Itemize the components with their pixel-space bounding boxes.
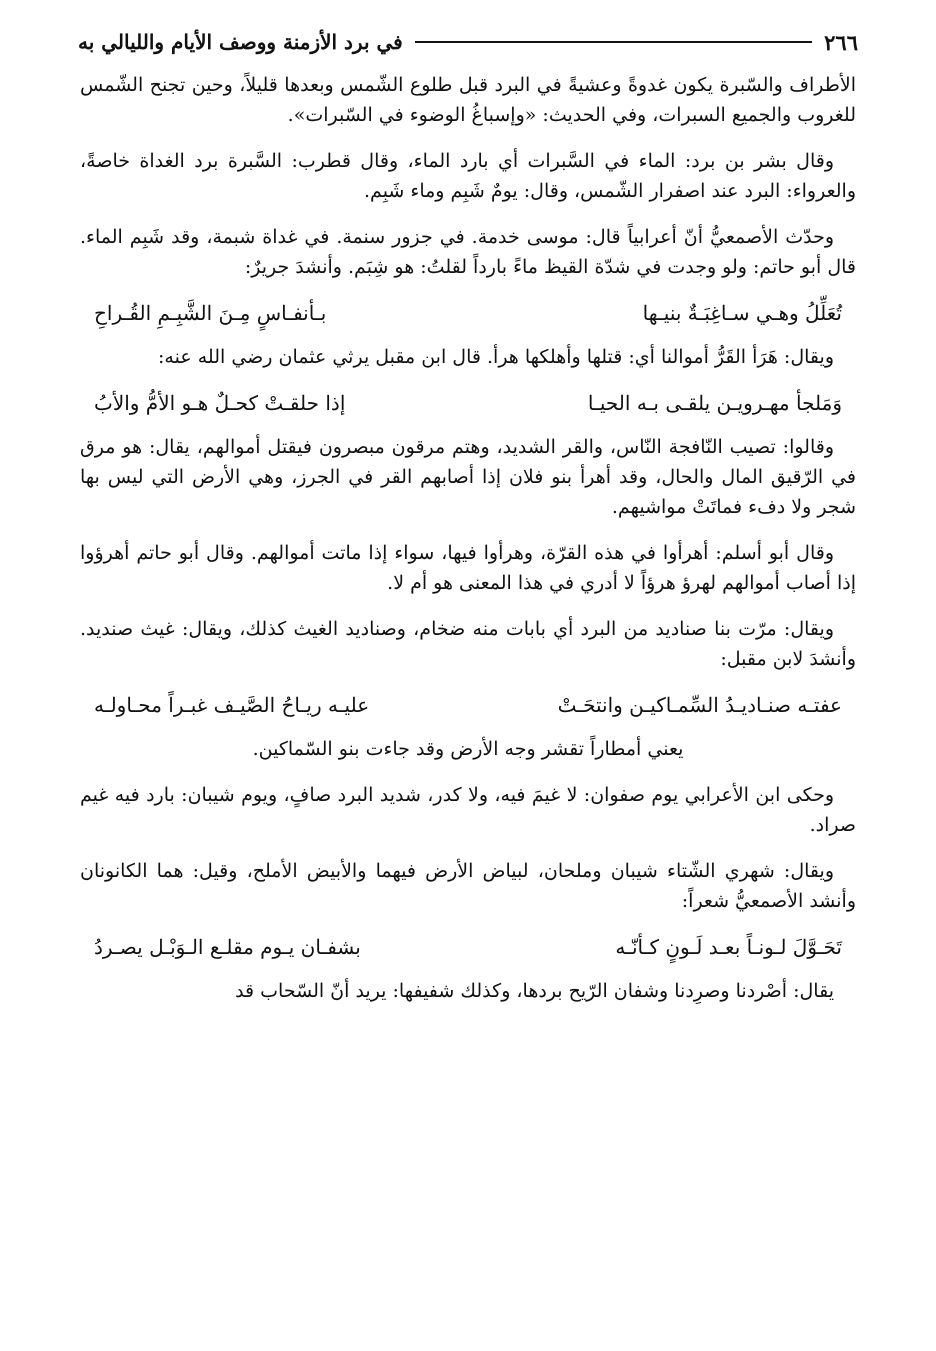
paragraph: وقال بشر بن برد: الماء في السَّبرات أي بارد الماء، وقال قطرب: السَّبرة برد الغداة خاصةً، والعرواء: البرد عند اصفرار الشّمس، وقال: يومٌ شَبِم وماء شَبِم. xyxy=(80,150,856,202)
centered-line: يعني أمطاراً تقشر وجه الأرض وقد جاءت بنو السّماكين. xyxy=(252,738,684,760)
paragraph: ويقال: هَرَأ القَرُّ أموالنا أي: قتلها وأهلكها هرأ. قال ابن مقبل يرثي عثمان رضي الله عنه: xyxy=(158,346,834,368)
paragraph: يقال: أصْردنا وصرِدنا وشفان الرّيح بردها، وكذلك شفيفها: يريد أنّ السّحاب قد xyxy=(235,980,834,1002)
verse-first-hemistich: تَحَـوَّلَ لـونـاً بعـد لَـونٍ كـأنّـه xyxy=(615,935,842,959)
verse-first-hemistich: عفتـه صنـاديـدُ السِّمـاكيـن وانتحَـتْ xyxy=(557,693,842,717)
verse-second-hemistich: عليـه ريـاحُ الصَّيـف غبـراً محـاولـه xyxy=(94,693,370,717)
verse-second-hemistich: بشفـان يـوم مقلـع الـوَبْـل يصـردُ xyxy=(94,935,361,959)
running-title: في برد الأزمنة ووصف الأيام والليالي به xyxy=(78,30,403,54)
page-body xyxy=(80,70,856,1022)
paragraph: ويقال: مرّت بنا صناديد من البرد أي بابات منه ضخام، وصناديد الغيث كذلك، ويقال: غيث صنديد. وأنشدَ لابن مقبل: xyxy=(80,618,856,670)
verse-line xyxy=(80,298,856,328)
paragraph: الأطراف والسّبرة يكون غدوةً وعشيةً في البرد قبل طلوع الشّمس وبعدها قليلاً، وحين تجنح الشّمس للغروب والجميع السبرات، وفي الحديث: «وإسباغُ الوضوء في السّبرات». xyxy=(80,74,856,126)
paragraph: ويقال: شهري الشّتاء شيبان وملحان، لبياض الأرض فيهما والأبيض الأملح، وقيل: هما الكانونان وأنشد الأصمعيُّ شعراً: xyxy=(80,860,856,912)
verse-second-hemistich: بـأنفـاسٍ مِـنَ الشَّبِـمِ القُـراحِ xyxy=(94,301,327,325)
verse-first-hemistich: وَمَلجأ مهـرويـن يلقـى بـه الحيـا xyxy=(587,391,842,415)
verse-line xyxy=(80,690,856,720)
verse-second-hemistich: إذا حلقـتْ كحـلٌ هـو الأمُّ والأبُ xyxy=(94,391,346,415)
verse-line xyxy=(80,388,856,418)
paragraph: وقالوا: تصيب النّافجة النّاس، والقر الشديد، وهتم مرقون مبصرون فيقتل أموالهم، يقال: هو مرق في الرّقيق المال والحال، وقد أهرأ بنو فلان إذا أصابهم القر في الجرز، وهي الأرض التي ليس بها شجر ولا دفء فماتَتْ مواشيهم. xyxy=(80,436,856,518)
page-header xyxy=(78,22,858,62)
header-rule xyxy=(415,41,812,43)
paragraph: وحدّث الأصمعيُّ أنّ أعرابياً قال: موسى خدمة. في جزور سنمة. في غداة شبمة، وقد شَبِم الماء. قال أبو حاتم: ولو وجدت في شدّة القيظ ماءً بارداً لقلتُ: هو شِبَم. وأنشدَ جريرٌ: xyxy=(80,226,856,278)
paragraph: وحكى ابن الأعرابي يوم صفوان: لا غيمَ فيه، ولا كدر، شديد البرد صافٍ، ويوم شيبان: بارد فيه غيم صراد. xyxy=(80,784,856,836)
page-number: ٢٦٦ xyxy=(824,29,858,55)
verse-line xyxy=(80,932,856,962)
paragraph: وقال أبو أسلم: أهرأوا في هذه القرّة، وهرأوا فيها، سواء إذا ماتت أموالهم. وقال أبو حاتم أهرؤوا إذا أصاب أموالهم لهرؤ هرؤاً لا أدري في هذا المعنى هو أم لا. xyxy=(80,542,856,594)
verse-first-hemistich: تُعَلِّلُ وهـي سـاغِبَـةٌ بنيـها xyxy=(642,301,842,325)
